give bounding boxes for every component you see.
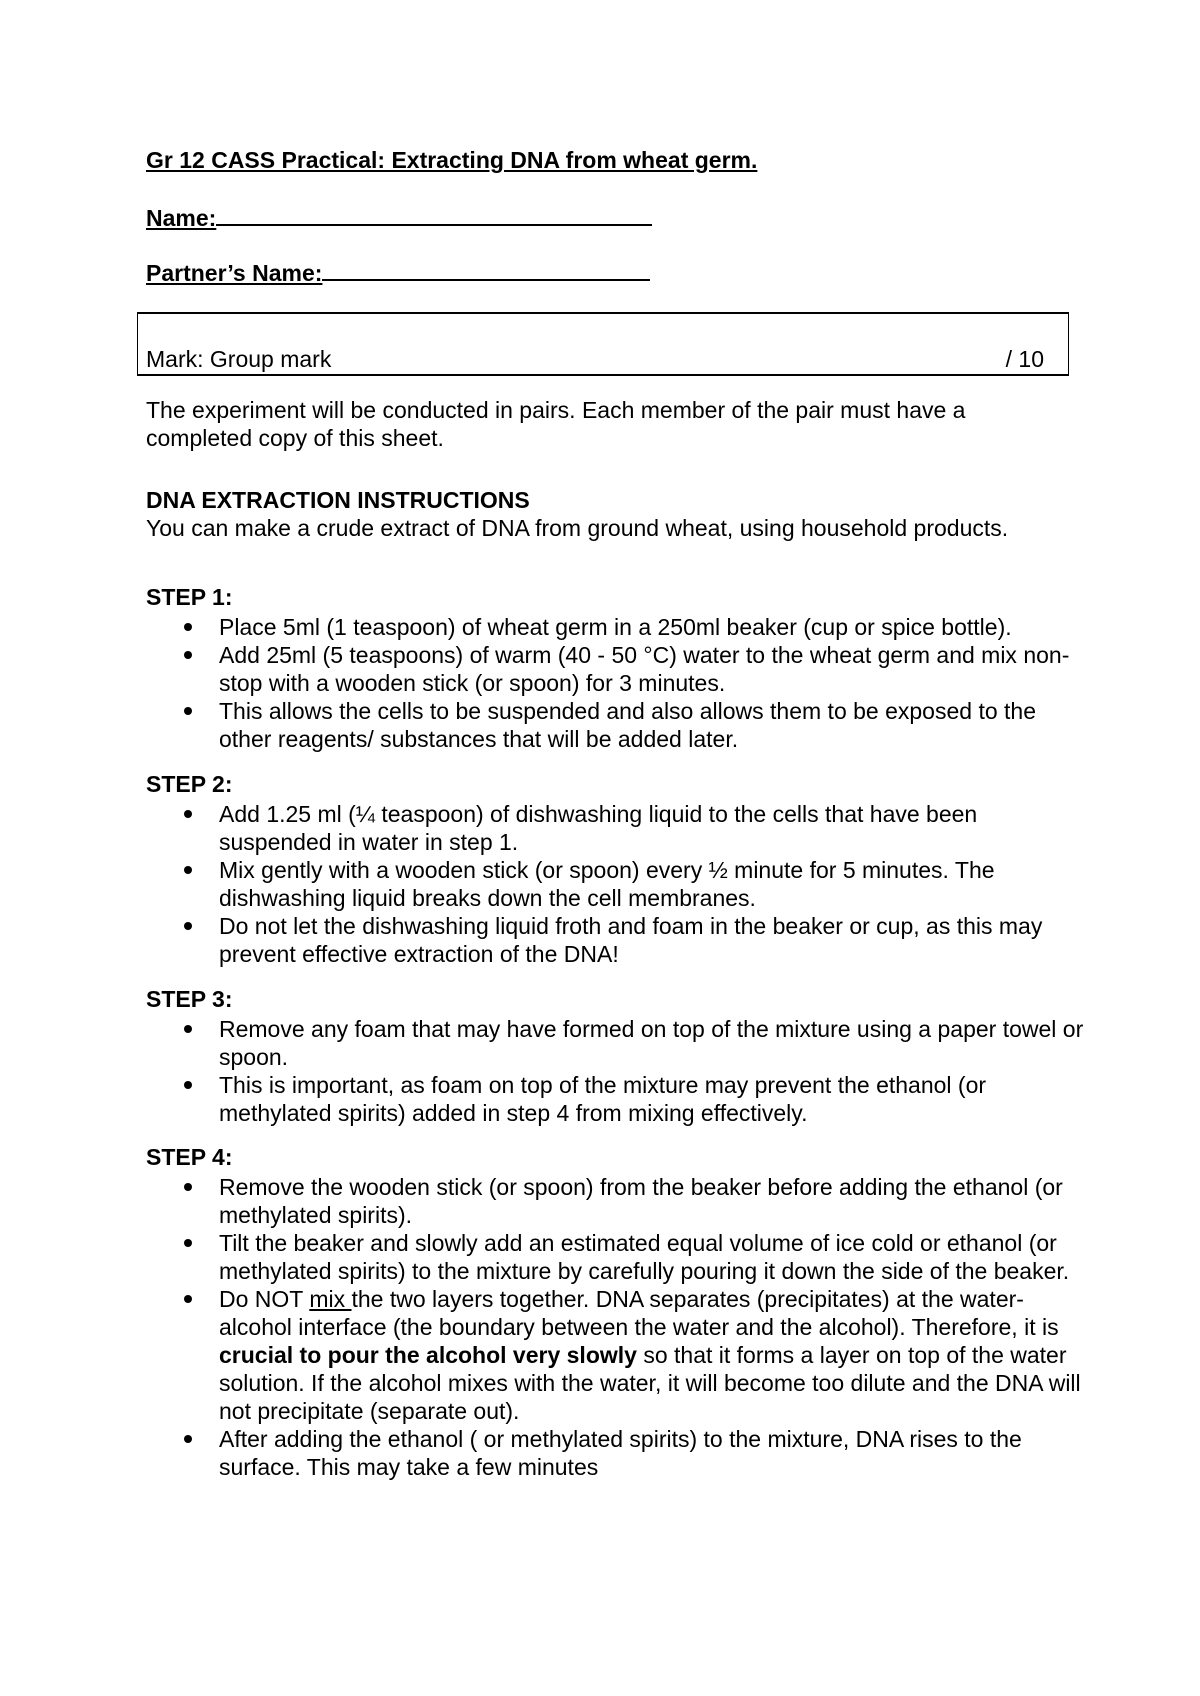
list-item: Remove any foam that may have formed on top of the mixture using a paper towel or spoon.: [146, 1015, 1086, 1071]
name-label: Name:: [146, 205, 217, 231]
mark-score: / 10: [1005, 346, 1044, 372]
name-blank-line[interactable]: [216, 202, 652, 226]
intro-paragraph: The experiment will be conducted in pairs. Each member of the pair must have a completed copy of this sheet.: [146, 397, 966, 451]
step-heading: STEP 1:: [146, 584, 233, 610]
list-item: Do NOT mix the two layers together. DNA separates (precipitates) at the water-alcohol interface (the boundary between the water and the alcohol). Therefore, it is crucial to pour the alcohol very slowly so that it forms a layer on top of the water solution. If the alcohol mixes with the water, it will become too dilute and the DNA will not precipitate (separate out).: [146, 1285, 1086, 1425]
step-2: [146, 770, 1086, 968]
step-heading: STEP 2:: [146, 771, 233, 797]
step-4: [146, 1143, 1086, 1481]
instructions-heading: DNA EXTRACTION INSTRUCTIONS: [146, 487, 530, 513]
bullet-icon: [184, 922, 192, 930]
step-1: [146, 583, 1086, 753]
list-item: Remove the wooden stick (or spoon) from the beaker before adding the ethanol (or methylated spirits).: [146, 1173, 1086, 1229]
mark-label: Mark: Group mark: [146, 346, 332, 372]
instructions-section: [146, 486, 1086, 542]
list-item: After adding the ethanol ( or methylated spirits) to the mixture, DNA rises to the surface. This may take a few minutes: [146, 1425, 1086, 1481]
partner-name-blank-line[interactable]: [322, 257, 650, 281]
list-item: This is important, as foam on top of the mixture may prevent the ethanol (or methylated spirits) added in step 4 from mixing effectively.: [146, 1071, 1086, 1127]
bullet-icon: [184, 623, 192, 631]
name-field[interactable]: [146, 202, 652, 232]
list-item: Do not let the dishwashing liquid froth and foam in the beaker or cup, as this may prevent effective extraction of the DNA!: [146, 912, 1086, 968]
mark-box: [137, 312, 1069, 376]
list-item: Tilt the beaker and slowly add an estimated equal volume of ice cold or ethanol (or methylated spirits) to the mixture by carefully pouring it down the side of the beaker.: [146, 1229, 1086, 1285]
list-item: This allows the cells to be suspended and also allows them to be exposed to the other reagents/ substances that will be added later.: [146, 697, 1086, 753]
list-item: Add 25ml (5 teaspoons) of warm (40 - 50 °C) water to the wheat germ and mix non-stop with a wooden stick (or spoon) for 3 minutes.: [146, 641, 1086, 697]
bullet-icon: [184, 1295, 192, 1303]
page-title: Gr 12 CASS Practical: Extracting DNA from wheat germ.: [146, 147, 758, 173]
bold-emphasis: crucial to pour the alcohol very slowly: [219, 1342, 637, 1368]
step-heading: STEP 3:: [146, 986, 233, 1012]
partner-name-field[interactable]: [146, 257, 650, 287]
bullet-icon: [184, 866, 192, 874]
bullet-icon: [184, 707, 192, 715]
bullet-icon: [184, 1183, 192, 1191]
list-item: Place 5ml (1 teaspoon) of wheat germ in a 250ml beaker (cup or spice bottle).: [146, 613, 1086, 641]
bullet-icon: [184, 1025, 192, 1033]
bullet-icon: [184, 1239, 192, 1247]
list-item: Add 1.25 ml (¼ teaspoon) of dishwashing liquid to the cells that have been suspended in water in step 1.: [146, 800, 1086, 856]
bullet-icon: [184, 1435, 192, 1443]
bullet-icon: [184, 1081, 192, 1089]
underlined-word: mix: [309, 1286, 352, 1312]
instructions-text: You can make a crude extract of DNA from ground wheat, using household products.: [146, 515, 1009, 541]
step-heading: STEP 4:: [146, 1144, 233, 1170]
bullet-icon: [184, 651, 192, 659]
step-3: [146, 985, 1086, 1127]
bullet-icon: [184, 810, 192, 818]
list-item: Mix gently with a wooden stick (or spoon) every ½ minute for 5 minutes. The dishwashing liquid breaks down the cell membranes.: [146, 856, 1086, 912]
partner-name-label: Partner’s Name:: [146, 260, 323, 286]
